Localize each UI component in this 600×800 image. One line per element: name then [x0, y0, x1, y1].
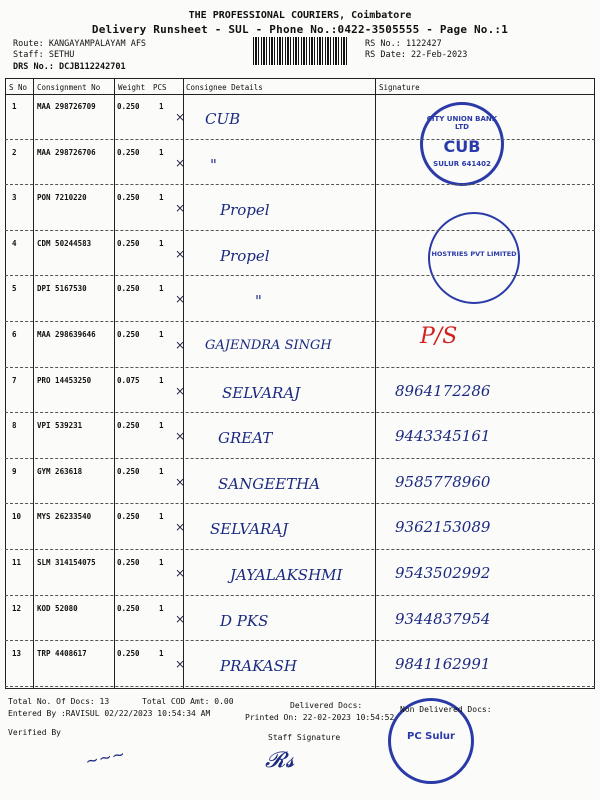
row-divider: [5, 640, 595, 641]
verified-by: Verified By: [8, 728, 61, 737]
row-divider: [5, 139, 595, 140]
cell-sno: 12: [12, 603, 22, 613]
col-header-sno: S No: [9, 83, 28, 92]
cell-pcs: 1: [159, 284, 164, 294]
cell-consignment: MAA 298639646: [37, 330, 96, 339]
consignee-handwritten: JAYALAKSHMI: [230, 566, 343, 584]
cell-consignment: VPI 539231: [37, 421, 83, 431]
table-row: [0, 598, 600, 641]
cell-consignment: GYM 263618: [37, 466, 83, 476]
cell-consignment: PRO 14453250: [37, 375, 92, 385]
cell-consignment: KOD 52080: [37, 603, 78, 613]
cell-weight: 0.250: [117, 603, 140, 613]
cell-sno: 9: [12, 466, 17, 476]
cell-pcs: 1: [159, 102, 164, 111]
row-divider: [5, 184, 595, 185]
rs-date: RS Date: 22-Feb-2023: [365, 50, 468, 60]
table-row: [0, 96, 600, 139]
row-divider: [5, 412, 595, 413]
cross-mark-icon: ×: [175, 201, 186, 216]
staff-signature-scribble: 𝓡𝓼: [265, 748, 295, 773]
courier-stamp: PC Sulur: [388, 698, 474, 784]
row-divider: [5, 503, 595, 504]
cell-weight: 0.250: [117, 102, 140, 111]
cell-consignment: CDM 50244583: [37, 238, 92, 248]
cell-consignment: PON 7210220: [37, 193, 87, 203]
consignee-handwritten: ": [255, 292, 262, 311]
cell-consignment: SLM 314154075: [37, 558, 96, 567]
consignee-handwritten: PRAKASH: [220, 657, 298, 676]
consignee-handwritten: Propel: [220, 246, 270, 265]
cell-pcs: 1: [159, 147, 164, 157]
table-header-border: [5, 94, 595, 95]
company-name: THE PROFESSIONAL COURIERS, Coimbatore: [188, 10, 412, 21]
cell-weight: 0.250: [117, 193, 140, 203]
route: Route: KANGAYAMPALAYAM AFS: [13, 39, 147, 49]
verifier-scribble: ~~~: [83, 744, 127, 771]
cross-mark-icon: ×: [175, 657, 186, 672]
signature-entry: 9362153089: [395, 518, 491, 537]
cell-pcs: 1: [159, 512, 164, 522]
row-divider: [5, 549, 595, 550]
cell-sno: 11: [12, 558, 22, 567]
non-delivered-docs: Non Delivered Docs:: [400, 705, 492, 714]
table-bottom-border: [5, 688, 595, 689]
consignee-handwritten: GREAT: [218, 429, 273, 448]
cell-sno: 10: [12, 512, 22, 522]
col-header-signature: Signature: [379, 83, 420, 92]
signature-entry: 9344837954: [395, 609, 491, 628]
staff: Staff: SETHU: [13, 50, 75, 60]
signature-entry: 9443345161: [395, 427, 491, 446]
row-divider: [5, 458, 595, 459]
cell-consignment: MAA 298726709: [37, 102, 96, 111]
row-divider: [5, 321, 595, 322]
cell-weight: 0.250: [117, 284, 140, 294]
signature-entry: 9841162991: [395, 655, 491, 674]
table-row: [0, 415, 600, 458]
cell-pcs: 1: [159, 193, 164, 203]
cell-sno: 1: [12, 102, 17, 111]
cross-mark-icon: ×: [175, 155, 186, 170]
cell-sno: 8: [12, 421, 17, 431]
cross-mark-icon: ×: [175, 246, 186, 261]
cell-sno: 5: [12, 284, 17, 294]
table-row: [0, 142, 600, 185]
cell-pcs: 1: [159, 238, 164, 248]
row-divider: [5, 367, 595, 368]
cross-mark-icon: ×: [175, 429, 186, 444]
table-row: [0, 187, 600, 230]
cell-pcs: 1: [159, 558, 164, 567]
cell-sno: 2: [12, 147, 17, 157]
signature-entry: P/S: [420, 324, 458, 349]
cell-pcs: 1: [159, 603, 164, 613]
col-header-consignment: Consignment No: [37, 83, 101, 92]
cell-pcs: 1: [159, 421, 164, 431]
cell-consignment: DPI 5167530: [37, 284, 87, 294]
cell-consignment: MAA 298726706: [37, 147, 96, 157]
row-divider: [5, 230, 595, 231]
company-stamp: HOSTRIES PVT LIMITED: [428, 212, 520, 304]
row-divider: [5, 595, 595, 596]
consignee-handwritten: SELVARAJ: [210, 520, 289, 539]
rs-number: RS No.: 1122427: [365, 39, 442, 49]
consignee-handwritten: D PKS: [220, 611, 269, 630]
cell-sno: 4: [12, 238, 17, 248]
total-docs: Total No. Of Docs: 13: [8, 697, 110, 706]
staff-signature-label: Staff Signature: [268, 733, 341, 742]
cell-sno: 7: [12, 375, 17, 385]
row-divider: [5, 686, 595, 687]
table-row: [0, 643, 600, 686]
cell-consignment: TRP 4408617: [37, 649, 87, 659]
printed-on: Printed On: 22-02-2023 10:54:52: [245, 713, 395, 722]
cell-sno: 13: [12, 649, 22, 659]
cell-weight: 0.250: [117, 330, 140, 339]
signature-entry: 9543502992: [395, 564, 491, 582]
total-cod: Total COD Amt: 0.00: [142, 697, 234, 706]
col-header-consignee: Consignee Details: [186, 83, 263, 92]
row-divider: [5, 275, 595, 276]
signature-entry: 8964172286: [395, 381, 491, 400]
cell-weight: 0.250: [117, 421, 140, 431]
bank-stamp: CITY UNION BANK LTD CUB SULUR 641402: [420, 102, 504, 186]
cell-weight: 0.250: [117, 649, 140, 659]
col-header-weight: Weight: [118, 83, 146, 92]
delivered-docs: Delivered Docs:: [290, 701, 363, 710]
signature-entry: 9585778960: [395, 472, 491, 491]
entered-by: Entered By :RAVISUL 02/22/2023 10:54:34 AM: [8, 709, 211, 718]
runsheet-title: Delivery Runsheet - SUL - Phone No.:0422-3505555 - Page No.:1: [91, 23, 509, 36]
consignee-handwritten: CUB: [205, 110, 241, 128]
consignee-handwritten: SELVARAJ: [222, 383, 301, 402]
table-row: [0, 506, 600, 549]
cell-pcs: 1: [159, 649, 164, 659]
cross-mark-icon: ×: [175, 611, 186, 626]
cross-mark-icon: ×: [175, 292, 186, 307]
cell-weight: 0.250: [117, 238, 140, 248]
table-top-border: [5, 78, 595, 79]
cell-pcs: 1: [159, 466, 164, 476]
barcode: [253, 37, 348, 65]
cell-weight: 0.250: [117, 558, 140, 567]
cell-pcs: 1: [159, 330, 164, 339]
consignee-handwritten: Propel: [220, 201, 270, 220]
cell-weight: 0.250: [117, 512, 140, 522]
cell-sno: 3: [12, 193, 17, 203]
cross-mark-icon: ×: [175, 474, 186, 489]
cross-mark-icon: ×: [175, 520, 186, 535]
cell-consignment: MYS 26233540: [37, 512, 92, 522]
cell-weight: 0.075: [117, 375, 140, 385]
consignee-handwritten: GAJENDRA SINGH: [205, 338, 332, 353]
col-header-pcs: PCS: [153, 83, 167, 92]
cross-mark-icon: ×: [175, 110, 186, 124]
cross-mark-icon: ×: [175, 383, 186, 398]
consignee-handwritten: SANGEETHA: [218, 474, 321, 493]
consignee-handwritten: ": [210, 155, 217, 174]
cross-mark-icon: ×: [175, 566, 186, 580]
cell-pcs: 1: [159, 375, 164, 385]
cell-sno: 6: [12, 330, 17, 339]
drs-number: DRS No.: DCJB112242701: [13, 62, 126, 72]
cell-weight: 0.250: [117, 466, 140, 476]
cell-weight: 0.250: [117, 147, 140, 157]
cross-mark-icon: ×: [175, 338, 186, 352]
